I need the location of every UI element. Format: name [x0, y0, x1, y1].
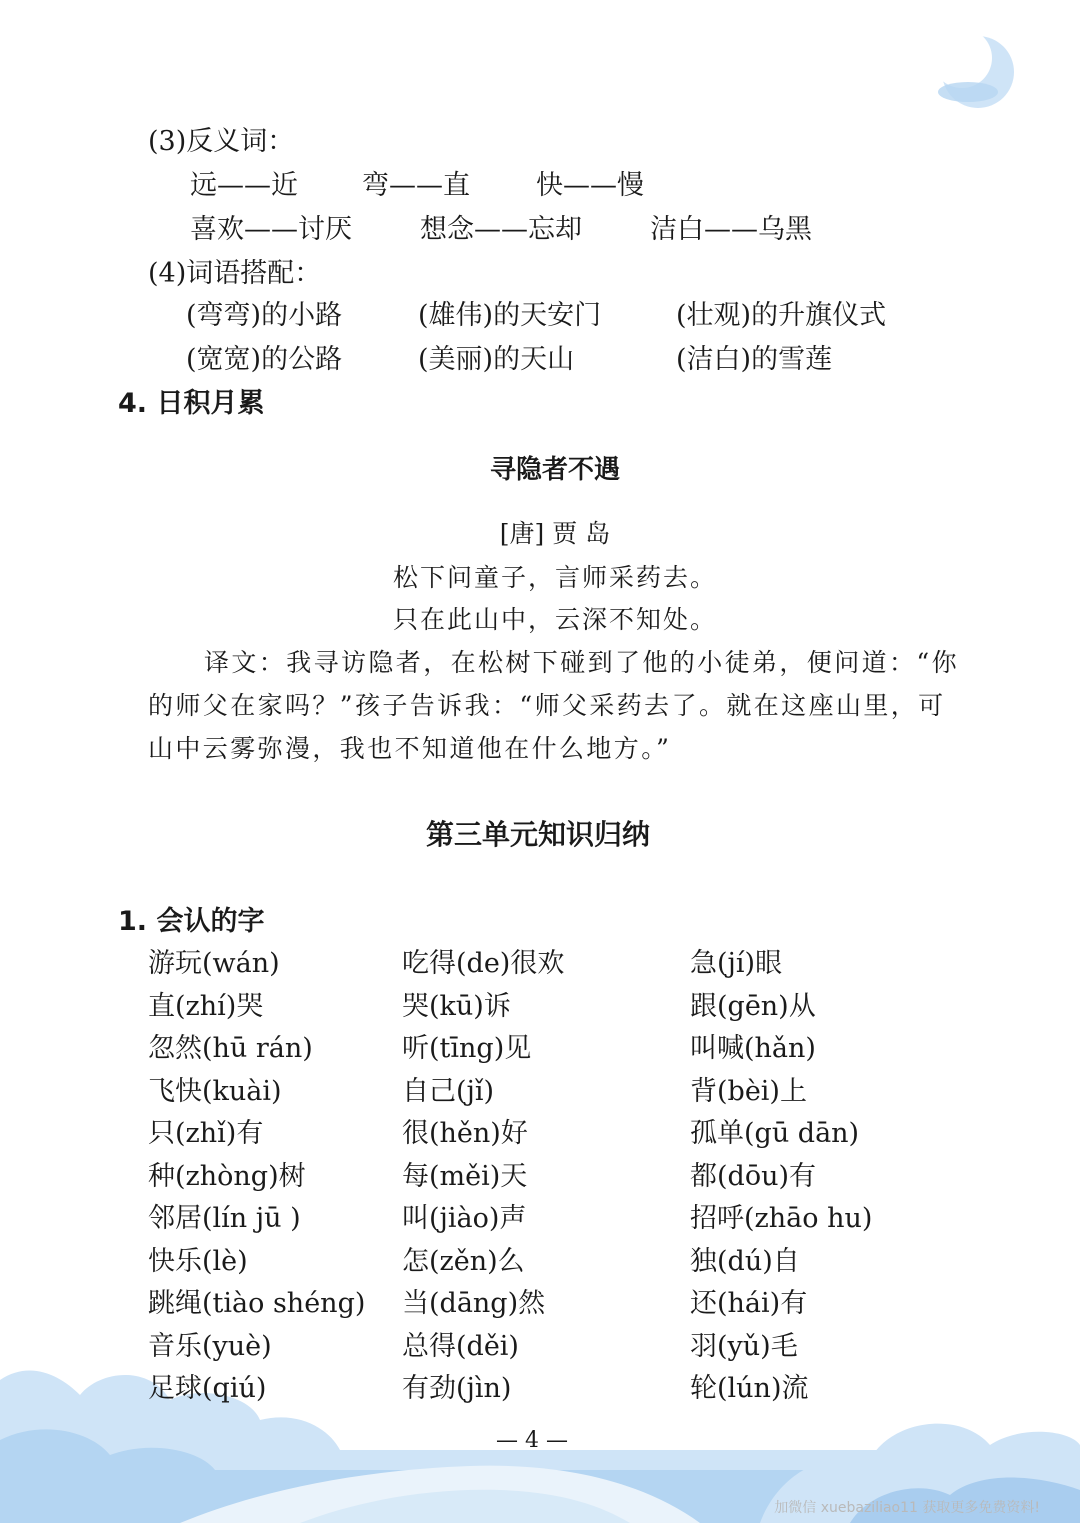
vocab-word: 总得(děi) [402, 1330, 519, 1362]
vocab-word: 吃得(de)很欢 [402, 948, 565, 979]
vocab-word: 急(jí)眼 [690, 948, 783, 979]
unit-title: 第三单元知识归纳 [425, 818, 650, 851]
translation-line: 的师父在家吗？”孩子告诉我：“师父采药去了。就在这座山里，可 [148, 691, 946, 720]
vocab-word: 种(zhòng)树 [148, 1160, 306, 1192]
vocab-word: 足球(qiú) [148, 1373, 267, 1404]
collocation-item: (弯弯)的小路 [186, 300, 343, 331]
vocab-word: 只(zhǐ)有 [148, 1118, 264, 1149]
antonym-pair: 弯——直 [362, 170, 470, 201]
vocab-word: 叫喊(hǎn) [690, 1033, 816, 1064]
vocab-word: 快乐(lè) [148, 1245, 248, 1277]
poem-line: 只在此山中，云深不知处。 [392, 605, 717, 634]
antonyms-heading: (3)反义词： [148, 126, 295, 157]
vocab-word: 还(hái)有 [690, 1288, 808, 1319]
vocab-word: 孤单(gū dān) [690, 1118, 860, 1149]
vocab-word: 忽然(hū rán) [148, 1033, 313, 1064]
vocab-word: 叫(jiào)声 [402, 1203, 527, 1234]
vocab-word: 听(tīng)见 [402, 1033, 532, 1064]
vocab-word: 羽(yǔ)毛 [690, 1330, 798, 1362]
vocab-word: 招呼(zhāo hu) [690, 1203, 873, 1234]
antonym-pair: 喜欢——讨厌 [190, 214, 352, 245]
vocab-word: 怎(zěn)么 [402, 1245, 525, 1277]
watermark: 加微信 xuebaziliao11 获取更多免费资料! [774, 1500, 1040, 1516]
collocation-item: (洁白)的雪莲 [676, 344, 833, 375]
vocab-word: 游玩(wán) [148, 948, 280, 979]
vocab-word: 都(dōu)有 [690, 1160, 816, 1192]
antonym-pair: 想念——忘却 [420, 214, 582, 245]
vocab-word: 自己(jǐ) [402, 1075, 495, 1107]
collocation-heading: (4)词语搭配： [148, 258, 322, 289]
vocab-word: 邻居(lín jū ) [148, 1203, 301, 1234]
moon-icon [932, 28, 1014, 108]
translation-line: 山中云雾弥漫，我也不知道他在什么地方。” [148, 734, 672, 763]
vocab-word: 独(dú)自 [690, 1245, 800, 1277]
poem-author: [唐] 贾 岛 [499, 519, 611, 548]
translation-line: 译文：我寻访隐者，在松树下碰到了他的小徒弟，便问道：“你 [204, 648, 959, 677]
vocab-word: 每(měi)天 [402, 1160, 528, 1192]
vocab-word: 有劲(jìn) [402, 1373, 512, 1404]
antonym-pair: 洁白——乌黑 [650, 214, 812, 245]
vocab-word: 很(hěn)好 [402, 1118, 528, 1149]
vocab-word: 直(zhí)哭 [148, 990, 264, 1022]
antonym-pair: 快——慢 [536, 170, 644, 201]
poem-line: 松下问童子，言师采药去。 [392, 563, 717, 592]
section-title: 1. 会认的字 [118, 906, 265, 937]
vocab-word: 跳绳(tiào shéng) [148, 1288, 366, 1319]
antonym-pair: 远——近 [190, 170, 298, 201]
collocation-item: (雄伟)的天安门 [418, 300, 602, 331]
vocab-word: 背(bèi)上 [690, 1075, 807, 1107]
section-title: 4. 日积月累 [118, 388, 265, 419]
poem-title: 寻隐者不遇 [489, 455, 620, 485]
collocation-item: (宽宽)的公路 [186, 344, 343, 375]
vocab-word: 当(dāng)然 [402, 1288, 546, 1319]
vocab-word: 跟(gēn)从 [690, 990, 816, 1022]
collocation-item: (壮观)的升旗仪式 [676, 300, 887, 331]
vocab-word: 哭(kū)诉 [402, 990, 511, 1022]
collocation-item: (美丽)的天山 [418, 344, 575, 375]
page-number: — 4 — [496, 1428, 568, 1453]
vocab-word: 飞快(kuài) [148, 1075, 282, 1107]
vocab-word: 轮(lún)流 [690, 1373, 809, 1404]
vocab-word: 音乐(yuè) [148, 1330, 272, 1362]
